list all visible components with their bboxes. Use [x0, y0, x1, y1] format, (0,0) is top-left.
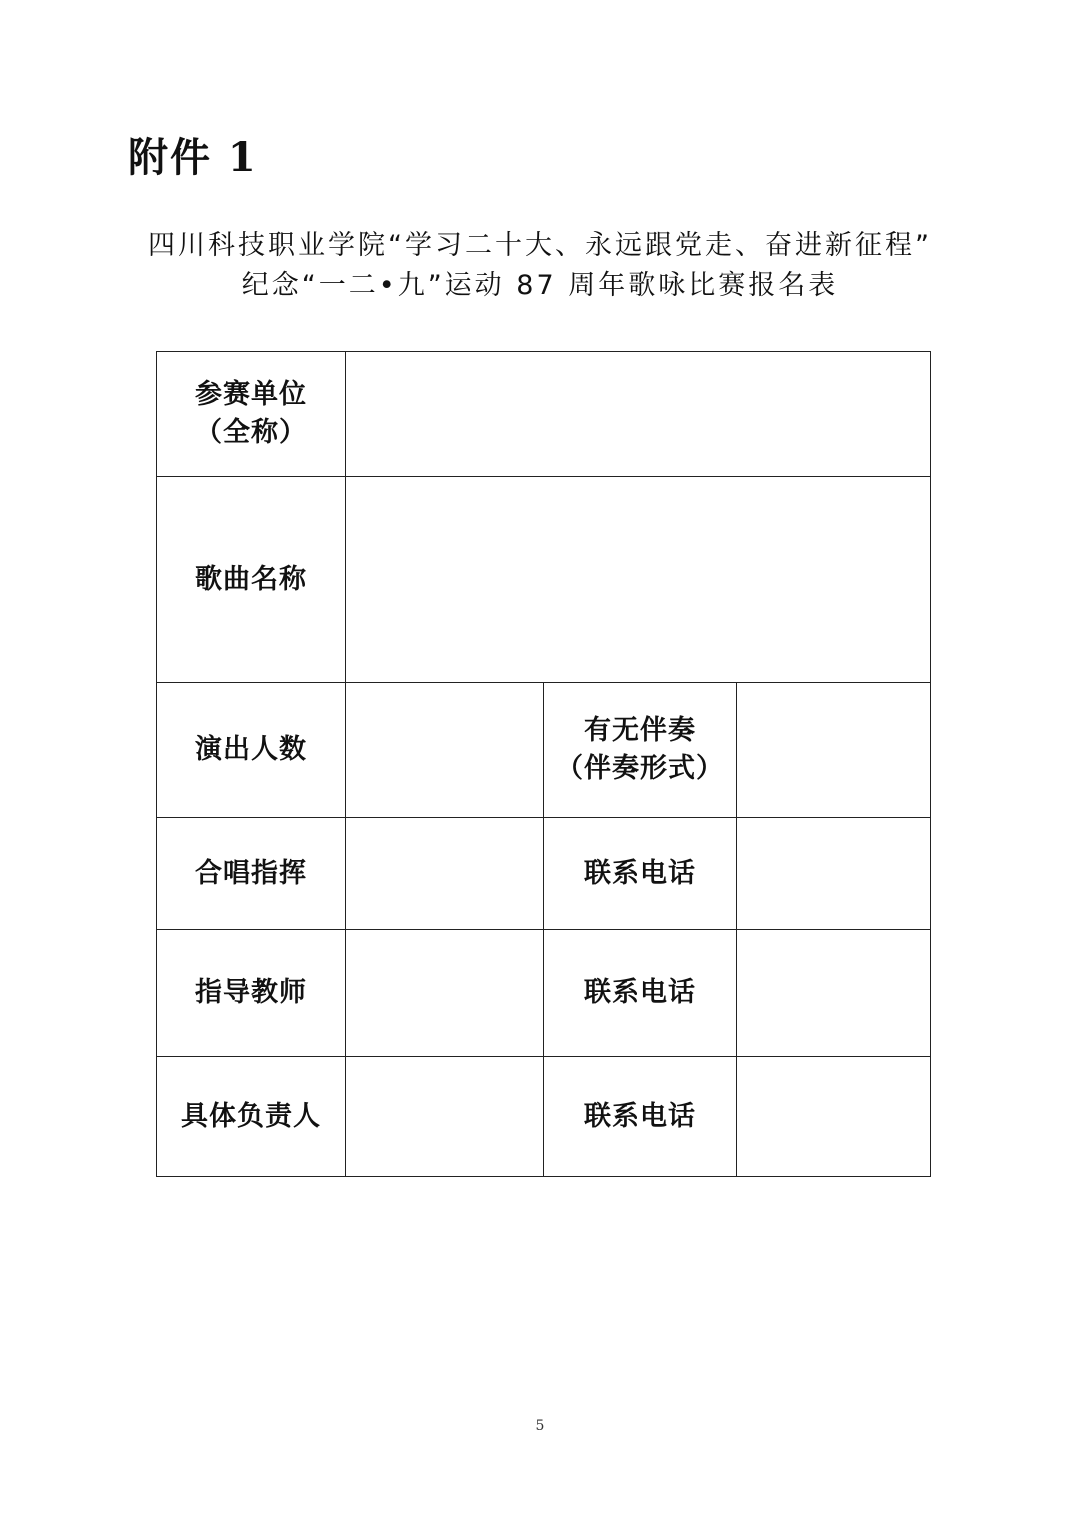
- row-song-name: [157, 477, 931, 683]
- form-title-line-2: 纪念“一二•九”运动 87 周年歌咏比赛报名表: [241, 270, 839, 301]
- accompaniment-label-line-1: 有无伴奏: [584, 715, 696, 746]
- performers-count-label: 演出人数: [157, 683, 346, 818]
- responsible-phone-label: 联系电话: [544, 1057, 737, 1177]
- instructor-phone-label: 联系电话: [544, 930, 737, 1057]
- conductor-field[interactable]: [346, 818, 544, 930]
- form-title-line-1: 四川科技职业学院“学习二十大、永远跟党走、奋进新征程”: [148, 230, 932, 261]
- conductor-phone-label: 联系电话: [544, 818, 737, 930]
- participating-unit-label: [157, 352, 346, 477]
- responsible-person-label: 具体负责人: [157, 1057, 346, 1177]
- performers-count-field[interactable]: [346, 683, 544, 818]
- attachment-label: 附件 1: [128, 134, 258, 181]
- responsible-person-field[interactable]: [346, 1057, 544, 1177]
- page-number: 5: [535, 1418, 545, 1434]
- row-participating-unit: [157, 352, 931, 477]
- row-teacher: [157, 930, 931, 1057]
- instructor-field[interactable]: [346, 930, 544, 1057]
- responsible-phone-field[interactable]: [737, 1057, 931, 1177]
- participating-unit-label-line-2: （全称）: [195, 417, 307, 448]
- conductor-label: 合唱指挥: [157, 818, 346, 930]
- participating-unit-field[interactable]: [346, 352, 931, 477]
- accompaniment-field[interactable]: [737, 683, 931, 818]
- accompaniment-label-line-2: （伴奏形式）: [556, 753, 724, 784]
- participating-unit-label-line-1: 参赛单位: [195, 379, 307, 410]
- song-name-field[interactable]: [346, 477, 931, 683]
- accompaniment-label: [544, 683, 737, 818]
- conductor-phone-field[interactable]: [737, 818, 931, 930]
- instructor-phone-field[interactable]: [737, 930, 931, 1057]
- row-performers: [157, 683, 931, 818]
- registration-form-table: [156, 351, 931, 1177]
- row-conductor: [157, 818, 931, 930]
- song-name-label: 歌曲名称: [157, 477, 346, 683]
- row-responsible-person: [157, 1057, 931, 1177]
- instructor-label: 指导教师: [157, 930, 346, 1057]
